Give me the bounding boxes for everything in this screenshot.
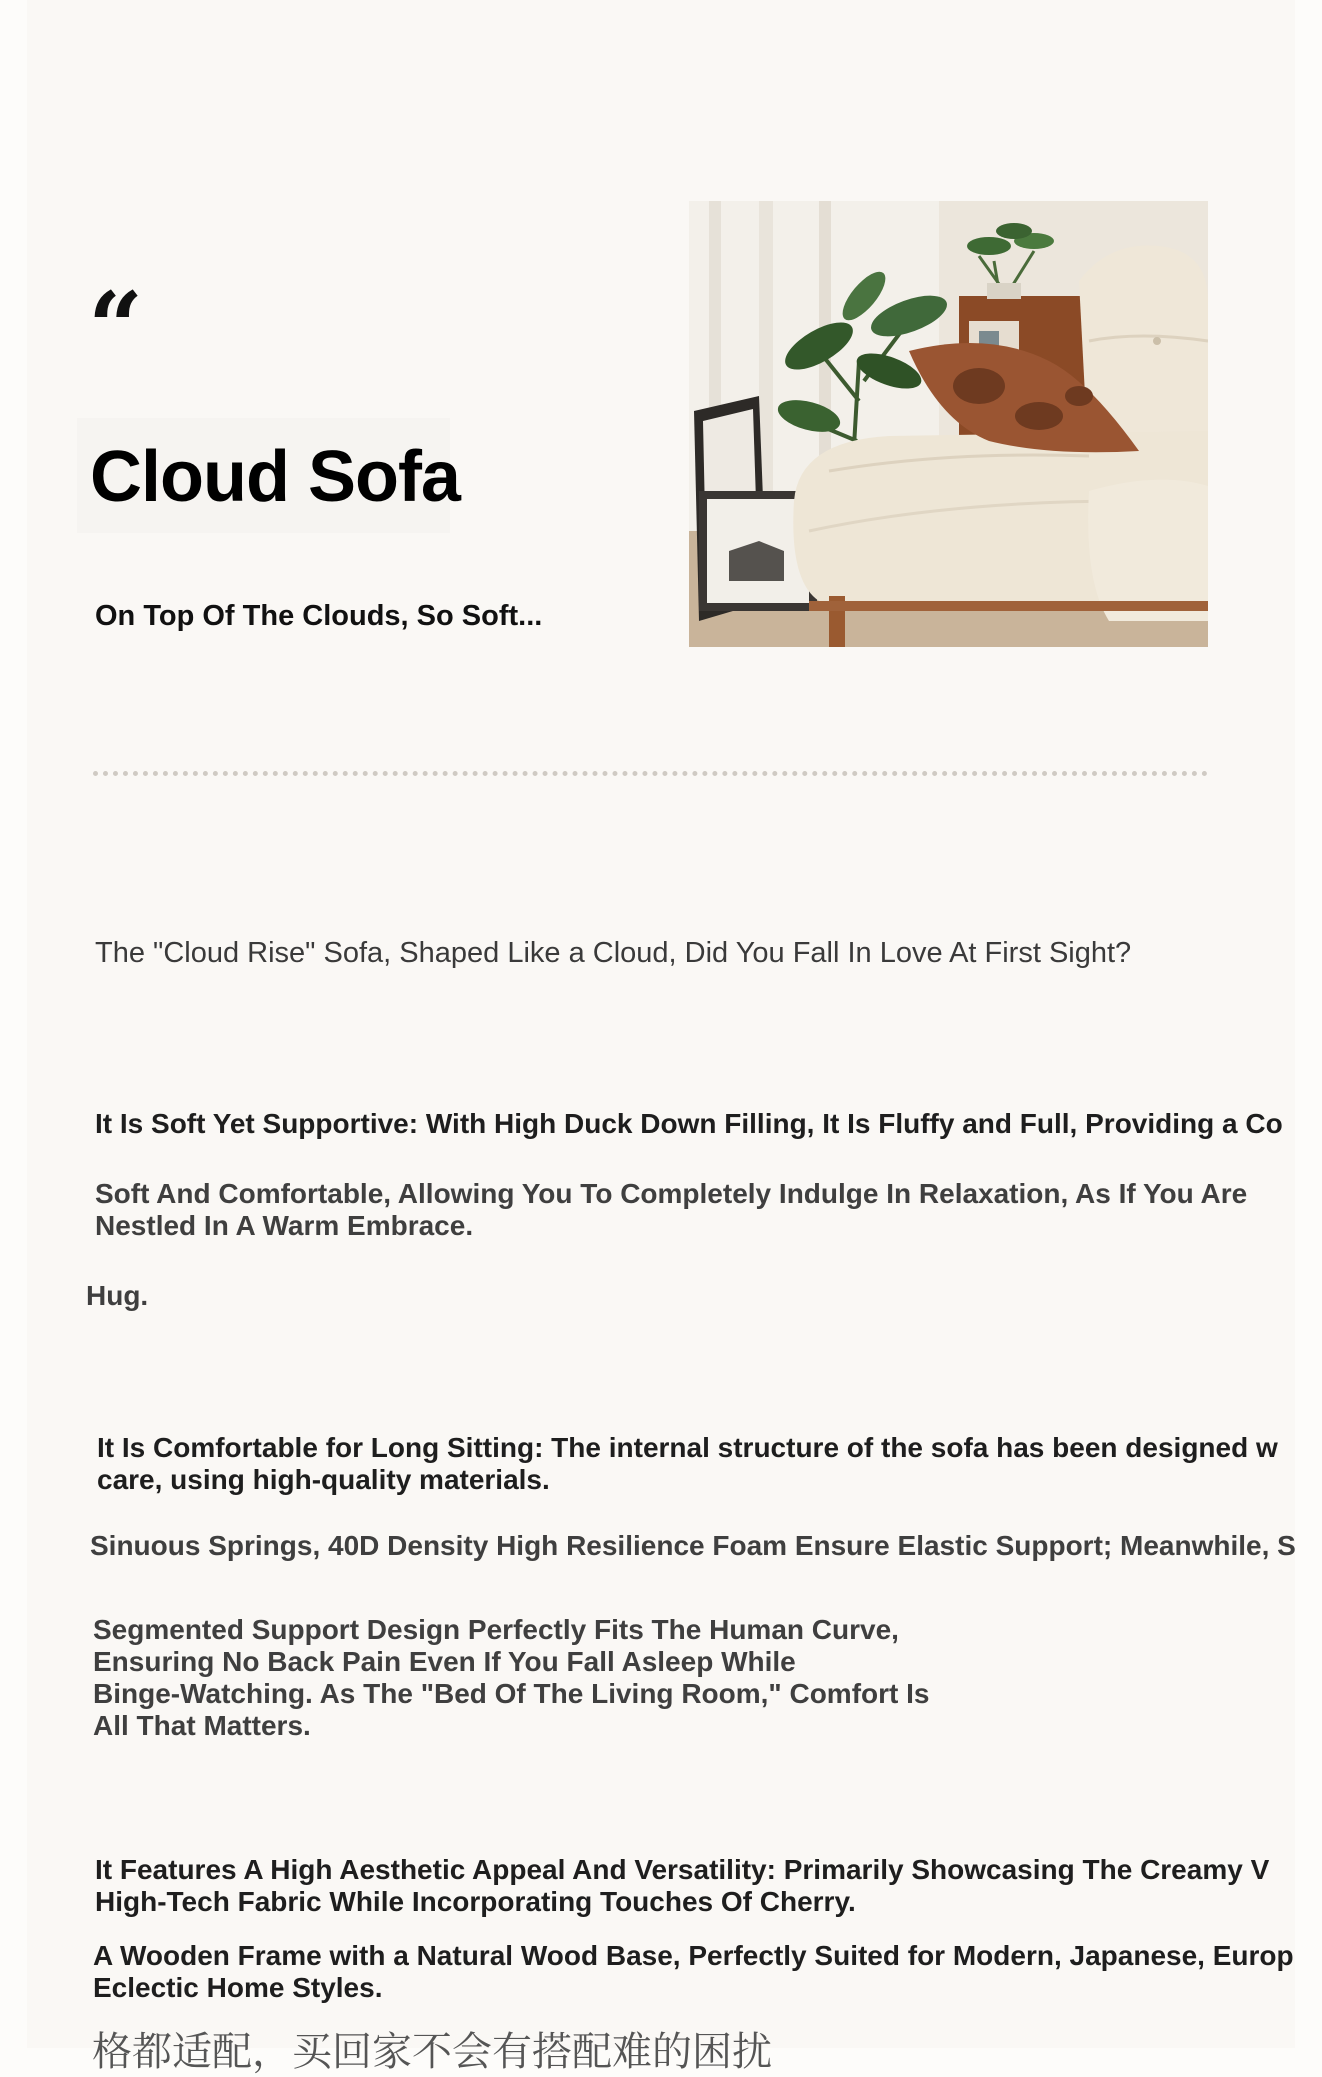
soft-text-1: Soft And Comfortable, Allowing You To Completely Indulge In Relaxation, As If You Are — [95, 1178, 1248, 1209]
soft-text-2: Nestled In A Warm Embrace. — [95, 1210, 474, 1241]
comfort-text-5: All That Matters. — [93, 1710, 311, 1741]
quote-mark-icon: “ — [88, 271, 144, 384]
footer-text: 格都适配，买回家不会有搭配难的困扰 — [92, 2029, 772, 2075]
aesthetic-heading: It Features A High Aesthetic Appeal And Versatility: Primarily Showcasing The Creamy V — [95, 1854, 1270, 1885]
comfort-text-1: Sinuous Springs, 40D Density High Resilience Foam Ensure Elastic Support; Meanwhile, S — [90, 1530, 1296, 1561]
comfort-heading-2: care, using high-quality materials. — [97, 1464, 550, 1495]
soft-text-3: Hug. — [86, 1280, 149, 1311]
aesthetic-text-1: A Wooden Frame with a Natural Wood Base, Perfectly Suited for Modern, Japanese, Europ — [93, 1940, 1294, 1971]
comfort-text-3: Ensuring No Back Pain Even If You Fall Asleep While — [93, 1646, 796, 1677]
page-title: Cloud Sofa — [90, 437, 460, 517]
page-subtitle: On Top Of The Clouds, So Soft... — [95, 600, 543, 632]
soft-heading: It Is Soft Yet Supportive: With High Duck Down Filling, It Is Fluffy and Full, Providing a Co — [95, 1108, 1283, 1139]
section-divider — [93, 771, 1208, 776]
intro-text: The "Cloud Rise" Sofa, Shaped Like a Cloud, Did You Fall In Love At First Sight? — [95, 937, 1132, 969]
comfort-text-2: Segmented Support Design Perfectly Fits The Human Curve, — [93, 1614, 899, 1645]
comfort-text-4: Binge-Watching. As The "Bed Of The Living Room," Comfort Is — [93, 1678, 930, 1709]
aesthetic-heading-2: High-Tech Fabric While Incorporating Touches Of Cherry. — [95, 1886, 856, 1917]
sofa-photo-illustration — [689, 201, 1208, 647]
comfort-heading: It Is Comfortable for Long Sitting: The internal structure of the sofa has been designed w — [97, 1432, 1278, 1463]
aesthetic-text-2: Eclectic Home Styles. — [93, 1972, 383, 2003]
sofa-photo — [689, 201, 1208, 647]
